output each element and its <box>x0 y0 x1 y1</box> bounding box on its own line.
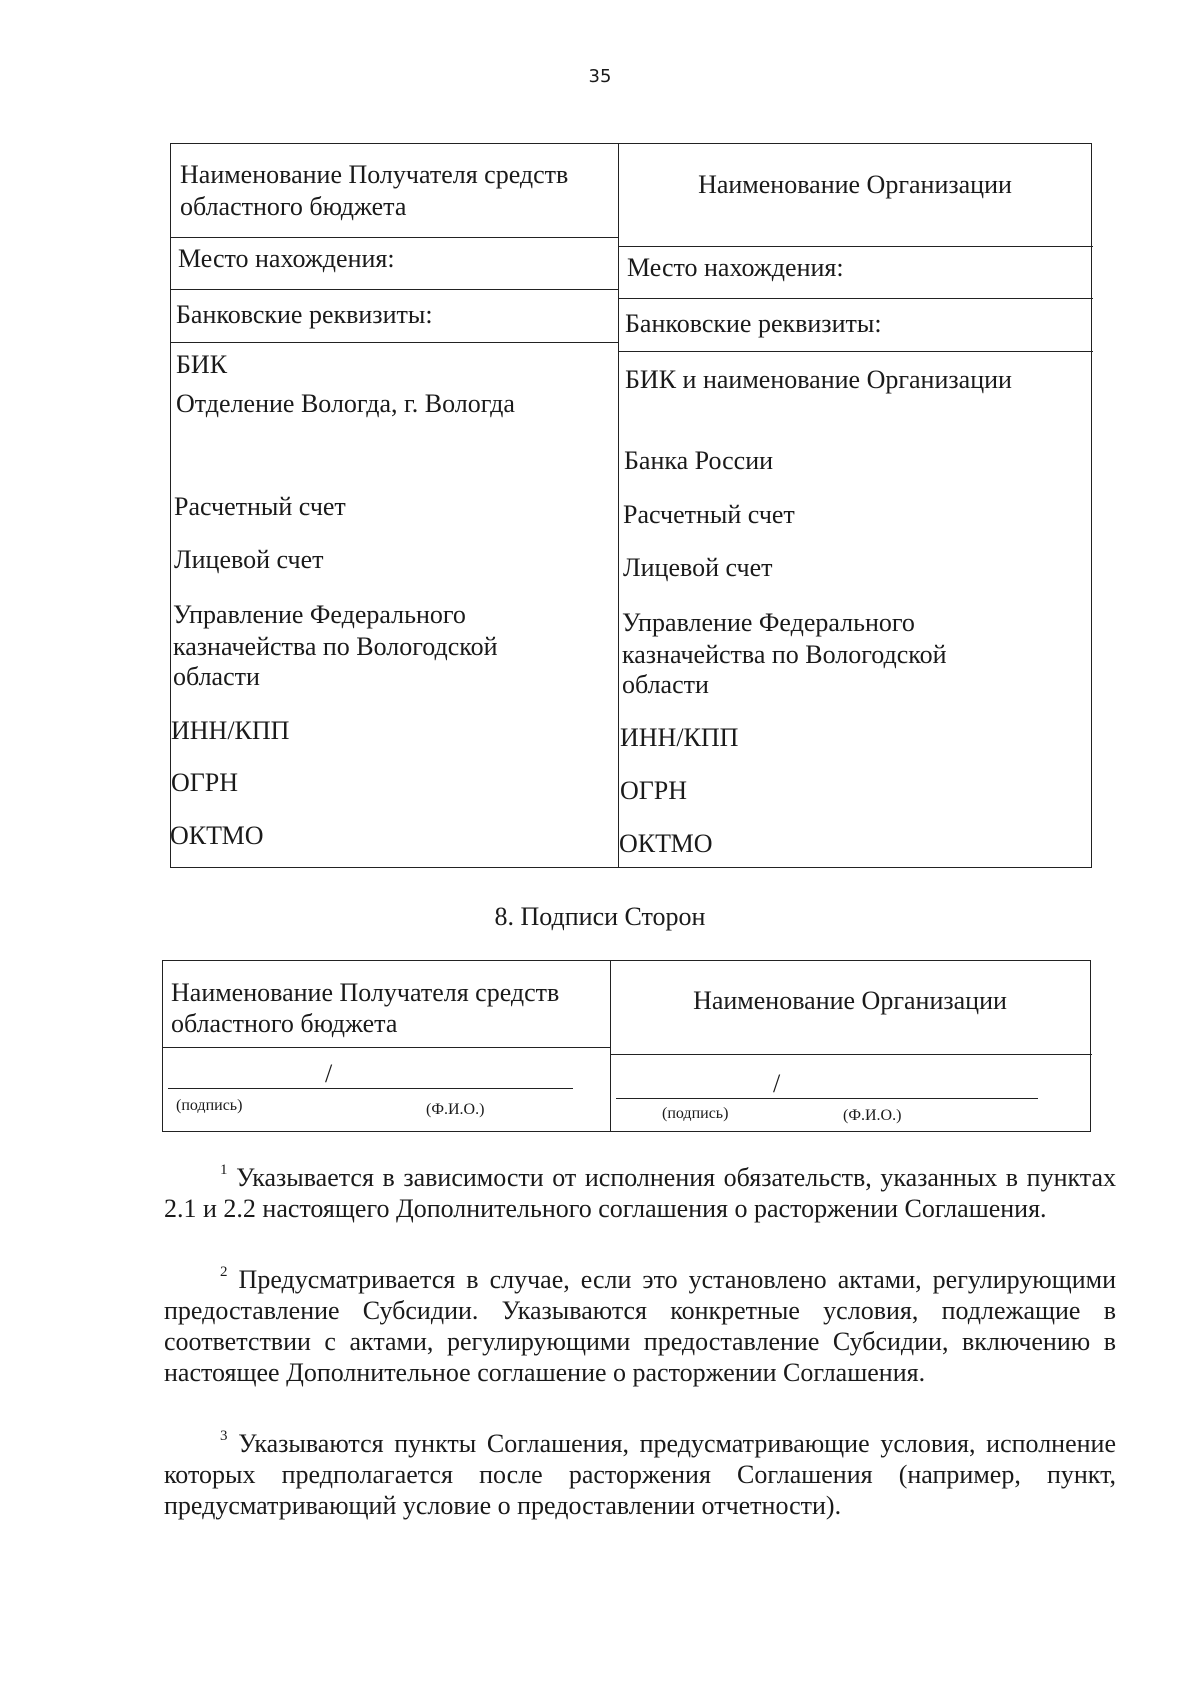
left-personal-account: Лицевой счет <box>174 545 324 574</box>
right-bank-russia: Банка России <box>624 446 774 475</box>
footnote-2 <box>164 1264 1116 1388</box>
right-settlement-account: Расчетный счет <box>623 500 795 529</box>
sig-left-header-line-1: Наименование Получателя средств <box>171 978 560 1007</box>
page-number: 35 <box>588 66 612 87</box>
row-divider <box>618 298 1093 299</box>
right-signature-slash: / <box>773 1069 781 1098</box>
section-title-signatures: 8. Подписи Сторон <box>494 902 706 931</box>
right-signature-caption: (подпись) <box>662 1105 729 1122</box>
left-header-line-1: Наименование Получателя средств <box>180 160 569 189</box>
right-bik-label: БИК и наименование Организации <box>625 365 1012 394</box>
footnote-1-mark: 1 <box>220 1162 228 1178</box>
left-inn-kpp: ИНН/КПП <box>171 716 290 745</box>
right-oktmo: ОКТМО <box>619 829 713 858</box>
left-treasury-line-2: казначейства по Вологодской <box>173 632 498 661</box>
column-divider <box>618 144 619 867</box>
right-bank-details-label: Банковские реквизиты: <box>625 309 882 338</box>
right-name-caption: (Ф.И.О.) <box>843 1107 902 1124</box>
left-ogrn: ОГРН <box>171 768 239 797</box>
footnote-3 <box>164 1428 1116 1521</box>
right-treasury-line-2: казначейства по Вологодской <box>622 640 947 669</box>
right-inn-kpp: ИНН/КПП <box>620 723 739 752</box>
right-header: Наименование Организации <box>698 170 1012 199</box>
row-divider <box>171 289 618 290</box>
right-ogrn: ОГРН <box>620 776 688 805</box>
row-divider <box>610 1054 1092 1055</box>
left-settlement-account: Расчетный счет <box>174 492 346 521</box>
left-header-line-2: областного бюджета <box>180 192 407 221</box>
left-signature-slash: / <box>325 1059 333 1088</box>
right-treasury-line-3: области <box>622 670 709 699</box>
left-signature-caption: (подпись) <box>176 1097 243 1114</box>
footnote-2-text: Предусматривается в случае, если это установлено актами, регулирующими предоставление Субсидии. Указываются конкретные условия, подлежащие в соответствии с актами, регулирующими предоставление Субсидии, включению в настоящее Дополнительное соглашение о расторжении Соглашения. <box>164 1265 1117 1387</box>
footnote-1-text: Указывается в зависимости от исполнения обязательств, указанных в пунктах 2.1 и 2.2 настоящего Дополнительного соглашения о расторжении Соглашения. <box>164 1163 1116 1223</box>
left-signature-line <box>168 1088 573 1089</box>
left-oktmo: ОКТМО <box>170 821 264 850</box>
footnote-3-text: Указываются пункты Соглашения, предусматривающие условия, исполнение которых предполагается после расторжения Соглашения (например, пункт, предусматривающий условие о предоставлении отчетности). <box>164 1429 1116 1520</box>
row-divider <box>163 1047 610 1048</box>
row-divider <box>618 351 1093 352</box>
left-treasury-line-1: Управление Федерального <box>173 600 466 629</box>
sig-left-header-line-2: областного бюджета <box>171 1009 398 1038</box>
sig-right-header: Наименование Организации <box>693 986 1007 1015</box>
row-divider <box>171 237 618 238</box>
left-name-caption: (Ф.И.О.) <box>426 1101 485 1118</box>
left-treasury-line-3: области <box>173 662 260 691</box>
row-divider <box>171 342 618 343</box>
footnote-1 <box>164 1162 1116 1224</box>
right-treasury-line-1: Управление Федерального <box>622 608 915 637</box>
left-location-label: Место нахождения: <box>178 244 395 273</box>
right-location-label: Место нахождения: <box>627 253 844 282</box>
footnote-3-mark: 3 <box>220 1428 228 1444</box>
right-signature-line <box>616 1098 1038 1099</box>
left-bik-label: БИК <box>176 350 228 379</box>
footnote-2-mark: 2 <box>220 1264 228 1280</box>
left-bank-details-label: Банковские реквизиты: <box>176 300 433 329</box>
left-bank-branch: Отделение Вологда, г. Вологда <box>176 389 515 418</box>
row-divider <box>618 246 1093 247</box>
right-personal-account: Лицевой счет <box>623 553 773 582</box>
